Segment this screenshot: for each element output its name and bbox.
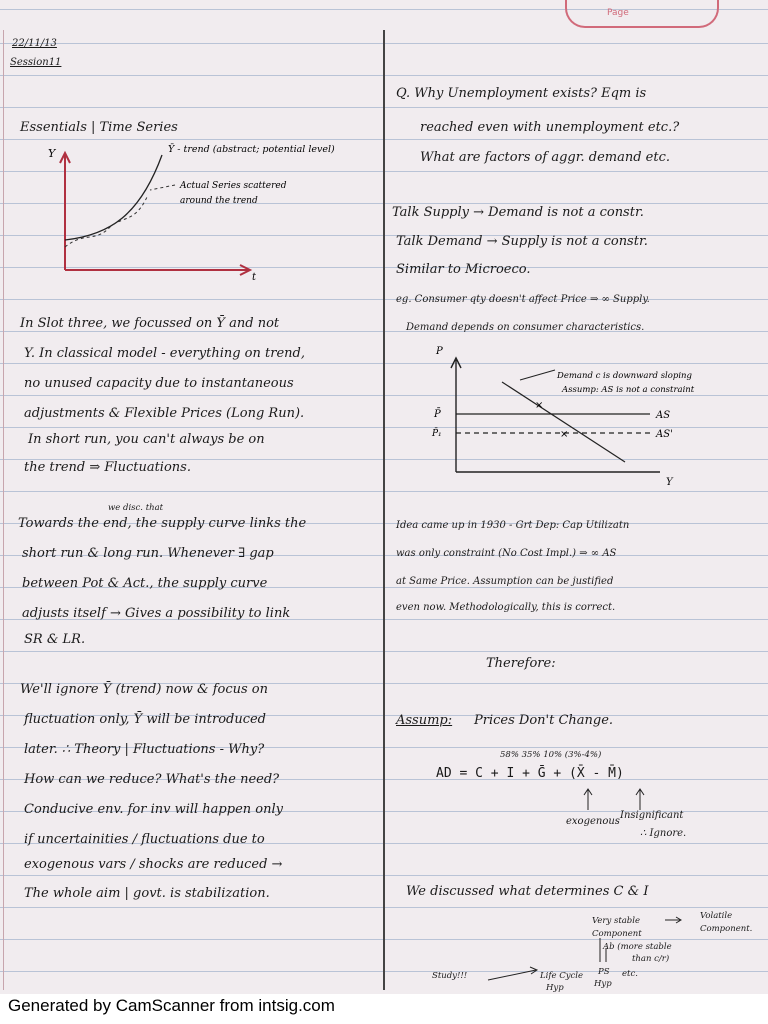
left-title: Essentials | Time Series bbox=[20, 120, 178, 135]
session-label: Session11 bbox=[10, 57, 62, 68]
than-cy-label: than c/r) bbox=[632, 954, 670, 964]
ad-as-graph bbox=[420, 340, 765, 490]
lifecycle-hyp-label: Hyp bbox=[546, 983, 564, 993]
para2-line4: adjusts itself → Gives a possibility to link bbox=[22, 606, 291, 621]
demand-note: Demand c is downward sloping bbox=[557, 371, 692, 381]
as-prime-label: AS' bbox=[656, 429, 673, 440]
para2-line5: SR & LR. bbox=[24, 632, 86, 647]
insignificant-label: Insignificant bbox=[620, 810, 684, 821]
para1-line5: In short run, you can't always be on bbox=[28, 432, 265, 447]
right-line3: Similar to Microeco. bbox=[396, 262, 531, 277]
assump-text: Prices Don't Change. bbox=[474, 713, 614, 728]
volatile-label-2: Component. bbox=[700, 924, 753, 934]
para1-line4: adjustments & Flexible Prices (Long Run). bbox=[24, 406, 305, 421]
right-line2: Talk Demand → Supply is not a constr. bbox=[396, 234, 648, 249]
graph2-y-label: P bbox=[436, 346, 443, 357]
para3-line7: exogenous vars / shocks are reduced → bbox=[24, 857, 283, 872]
para3-line4: How can we reduce? What's the need? bbox=[24, 772, 280, 787]
graph1-pointer bbox=[150, 185, 175, 190]
trend-curve bbox=[65, 155, 162, 240]
right-line5: Demand depends on consumer characteristics. bbox=[406, 322, 645, 333]
actual-label-2: around the trend bbox=[180, 196, 258, 206]
etc-label: etc. bbox=[622, 969, 638, 979]
component-label: Component bbox=[592, 929, 642, 939]
para1-line6: the trend ⇒ Fluctuations. bbox=[24, 460, 191, 475]
right-line4: eg. Consumer qty doesn't affect Price ⇒ ∞ Supply. bbox=[396, 294, 650, 305]
ps-label: PS bbox=[598, 967, 610, 977]
idea-line2: was only constraint (No Cost Impl.) ⇒ ∞ AS bbox=[396, 548, 617, 559]
demand-pointer bbox=[520, 370, 555, 380]
actual-series-curve bbox=[65, 195, 148, 247]
assump-note: Assump: AS is not a constraint bbox=[562, 385, 695, 395]
para3-line1: We'll ignore Ȳ (trend) now & focus on bbox=[20, 682, 269, 697]
center-divider-line bbox=[383, 30, 385, 990]
note-we-disc: we disc. that bbox=[108, 503, 164, 513]
ps-hyp-label: Hyp bbox=[594, 979, 612, 989]
ab-label: Ab (more stable bbox=[603, 942, 672, 952]
para3-line5: Conducive env. for inv will happen only bbox=[24, 802, 283, 817]
right-line1: Talk Supply → Demand is not a constr. bbox=[392, 205, 644, 220]
para2-line1: Towards the end, the supply curve links the bbox=[18, 516, 307, 531]
para3-line8: The whole aim | govt. is stabilization. bbox=[24, 886, 270, 901]
para2-line2: short run & long run. Whenever ∃ gap bbox=[22, 546, 274, 561]
ignore-label: ∴ Ignore. bbox=[640, 828, 687, 839]
trend-graph bbox=[40, 135, 380, 285]
left-margin-line bbox=[3, 30, 4, 990]
para3-line3: later. ∴ Theory | Fluctuations - Why? bbox=[24, 742, 265, 757]
date: 22/11/13 bbox=[12, 38, 57, 49]
question-line1: Q. Why Unemployment exists? Eqm is bbox=[396, 86, 647, 101]
therefore-text: Therefore: bbox=[486, 656, 556, 671]
lifecycle-label: Life Cycle bbox=[540, 971, 584, 981]
as-label: AS bbox=[656, 410, 671, 421]
ci-arrows bbox=[480, 900, 740, 992]
para3-line2: fluctuation only, Ȳ will be introduced bbox=[24, 712, 267, 727]
p1-bar-label: P̄₁ bbox=[432, 429, 442, 439]
p-bar-label: P̄ bbox=[434, 409, 441, 420]
discussed-line: We discussed what determines C & I bbox=[406, 884, 649, 899]
para1-line1: In Slot three, we focussed on Ȳ and not bbox=[20, 316, 280, 331]
idea-line3: at Same Price. Assumption can be justified bbox=[396, 576, 614, 587]
arrow-study bbox=[488, 970, 536, 980]
intersection-1: × bbox=[535, 400, 544, 411]
idea-line1: Idea came up in 1930 - Grt Dep: Cap Utilizatn bbox=[396, 520, 630, 531]
para1-line3: no unused capacity due to instantaneous bbox=[24, 376, 294, 391]
footer bbox=[0, 994, 768, 1024]
trend-label: Ȳ - trend (abstract; potential level) bbox=[168, 144, 335, 155]
very-stable-label: Very stable bbox=[592, 916, 640, 926]
percent-shares: 58% 35% 10% (3%-4%) bbox=[500, 750, 602, 760]
study-label: Study!!! bbox=[432, 971, 468, 981]
graph2-x-label: Y bbox=[666, 477, 673, 488]
para3-line6: if uncertainities / fluctuations due to bbox=[24, 832, 265, 847]
ad-equation: AD = C + I + Ḡ + (X̄ - M̄) bbox=[436, 766, 624, 781]
assump-label: Assump: bbox=[396, 713, 453, 728]
para1-line2: Y. In classical model - everything on trend, bbox=[24, 346, 305, 361]
actual-label-1: Actual Series scattered bbox=[180, 181, 287, 191]
graph1-x-label: t bbox=[252, 272, 257, 283]
para2-line3: between Pot & Act., the supply curve bbox=[22, 576, 268, 591]
question-line2: reached even with unemployment etc.? bbox=[420, 120, 680, 135]
page-label: Page bbox=[607, 8, 629, 18]
exogenous-label: exogenous bbox=[566, 816, 620, 827]
footer-text: Generated by CamScanner from intsig.com bbox=[8, 996, 335, 1015]
volatile-label-1: Volatile bbox=[700, 911, 733, 921]
page-number-box bbox=[565, 0, 719, 28]
intersection-2: × bbox=[560, 429, 569, 440]
question-line3: What are factors of aggr. demand etc. bbox=[420, 150, 671, 165]
graph1-y-label: Y bbox=[48, 147, 56, 160]
idea-line4: even now. Methodologically, this is correct. bbox=[396, 602, 616, 613]
